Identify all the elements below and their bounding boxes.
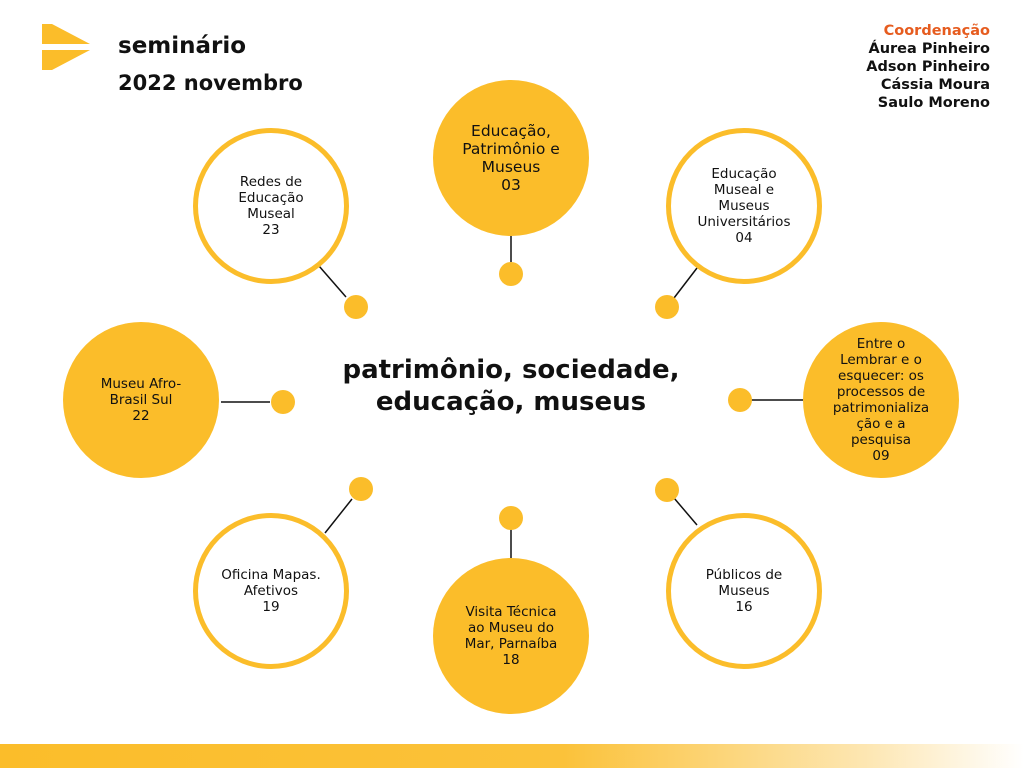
session-node-label: Museu Afro- Brasil Sul 22 [100,376,182,424]
connector-dot [728,388,752,412]
session-node [666,128,822,284]
session-node [433,558,589,714]
session-node [433,80,589,236]
session-node-label: Oficina Mapas. Afetivos 19 [221,567,321,615]
connector-dot [499,262,523,286]
coordinator-name: Áurea Pinheiro [868,41,990,57]
connector-line [325,499,352,533]
seminar-date: 2022 novembro [118,71,303,95]
coordinator-name: Adson Pinheiro [866,59,990,75]
connector-dot [655,295,679,319]
footer-gradient-bar [0,744,1024,768]
seminar-title: seminário [118,33,247,59]
session-node-label: Visita Técnica ao Museu do Mar, Parnaíba 18 [464,604,558,668]
coordination-label: Coordenação [883,23,990,39]
connector-dot [271,390,295,414]
coordinator-name: Cássia Moura [880,77,990,93]
session-node [193,128,349,284]
session-node-label: Redes de Educação Museal 23 [238,174,304,238]
central-theme-title: patrimônio, sociedade, educação, museus [342,355,680,417]
session-node-label: Públicos de Museus 16 [705,567,783,615]
connector-dot [655,478,679,502]
session-node-label: Entre o Lembrar e o esquecer: os processos de patrimonializa ção e a pesquisa 09 [832,336,930,464]
connector-dot [349,477,373,501]
connector-line [674,268,697,298]
session-node [193,513,349,669]
connector-dot [499,506,523,530]
connector-line [319,266,346,297]
session-node-label: Educação, Patrimônio e Museus 03 [462,122,560,194]
session-node [803,322,959,478]
session-node-label: Educação Museal e Museus Universitários 04 [697,166,791,246]
connector-dot [344,295,368,319]
session-node [63,322,219,478]
coordinator-name: Saulo Moreno [877,95,990,111]
connector-line [674,498,697,525]
session-node [666,513,822,669]
